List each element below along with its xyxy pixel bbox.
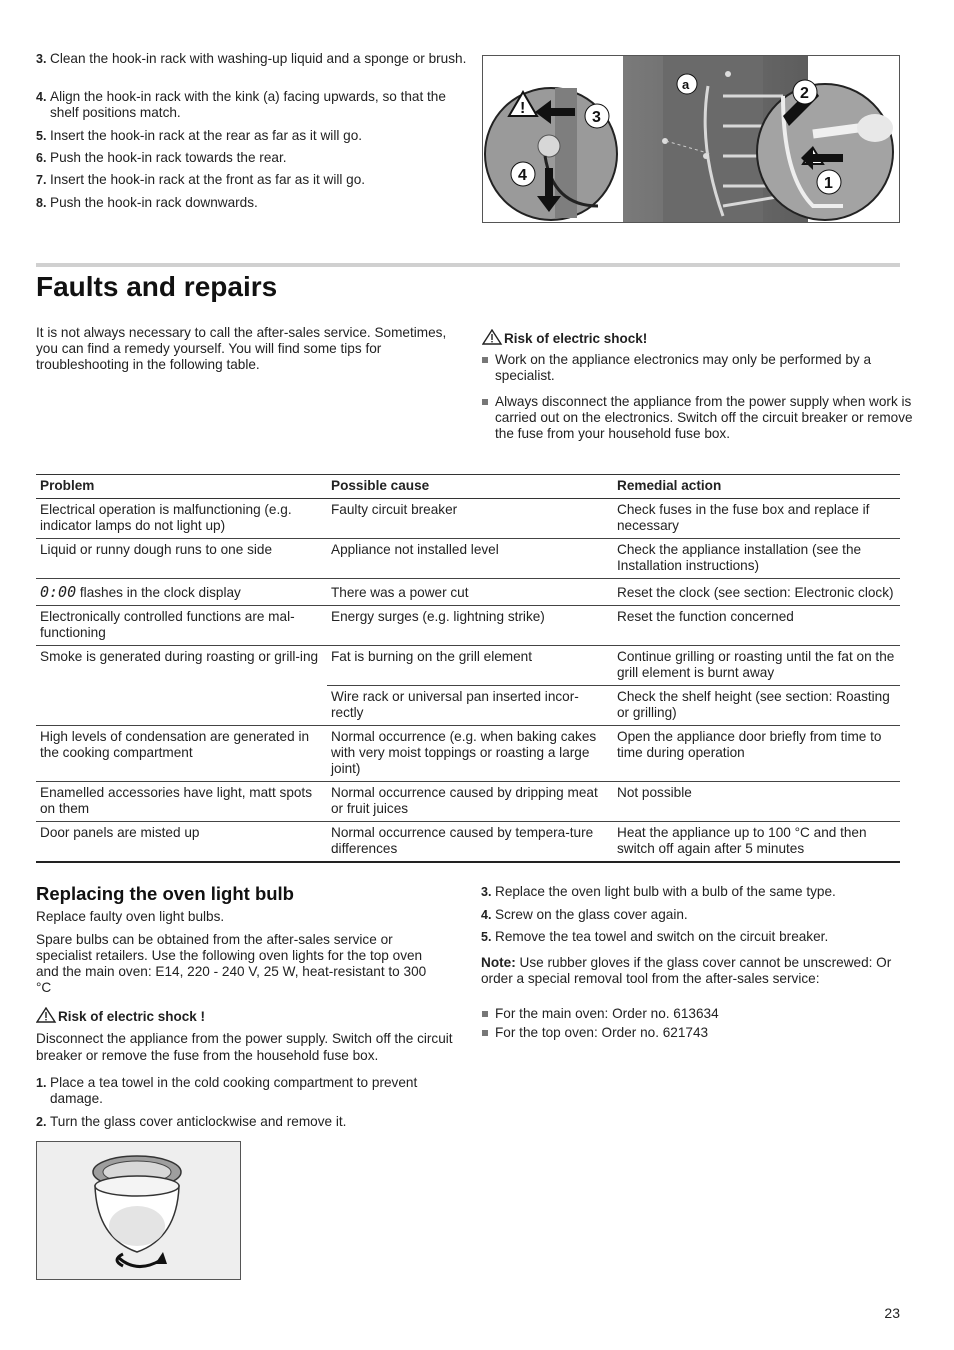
step-text: Insert the hook-in rack at the rear as far as it will go.: [50, 128, 363, 143]
problem-cell: Door panels are misted up: [36, 822, 327, 863]
step-3: [36, 51, 470, 67]
problem-cell: Electronically controlled functions are mal-functioning: [36, 606, 327, 646]
cause-cell: Normal occurrence caused by dripping meat or fruit juices: [327, 782, 613, 822]
glass-cover-illustration: [37, 1142, 240, 1279]
action-cell: Continue grilling or roasting until the fat on the grill element is burnt away: [613, 646, 900, 686]
table-row: [36, 499, 900, 539]
column-header: Problem: [36, 475, 327, 499]
page-number: 23: [884, 1305, 900, 1321]
cause-cell: Normal occurrence caused by tempera-ture differences: [327, 822, 613, 863]
warning-bullet: [481, 352, 913, 384]
bullet-text: Always disconnect the appliance from the power supply when work is carried out on the electronics. Switch off the circuit breaker or remove the fuse from your household fuse box.: [495, 394, 913, 441]
column-header: Remedial action: [613, 475, 900, 499]
step-text: Replace the oven light bulb with a bulb of the same type.: [495, 884, 836, 899]
problem-cell: Enamelled accessories have light, matt spots on them: [36, 782, 327, 822]
step-number: 3.: [481, 885, 492, 899]
table-row: [36, 539, 900, 579]
faults-intro: It is not always necessary to call the after-sales service. Sometimes, you can find a remedy yourself. You will find some tips for troubleshooting in the following table.: [36, 325, 447, 372]
problem-cell: Smoke is generated during roasting or grill-ing: [40, 649, 319, 664]
glass-cover-figure: [36, 1141, 241, 1280]
problem-cell: [36, 579, 327, 606]
bulb-paragraph-2: Spare bulbs can be obtained from the after-sales service or specialist retailers. Use the following oven lights for the top oven and the main oven: E14, 220 - 240 V, 25 W, heat-resistant to 300 °C: [36, 932, 427, 995]
problem-cell: High levels of condensation are generated in the cooking compartment: [36, 726, 327, 782]
action-cell: Check the shelf height (see section: Roasting or grilling): [613, 686, 900, 726]
bulb-warning-heading: [36, 1007, 456, 1025]
bullet-square-icon: [482, 1011, 488, 1017]
bullet-text: Work on the appliance electronics may only be performed by a specialist.: [495, 352, 872, 383]
cause-cell: Normal occurrence (e.g. when baking cakes with very moist toppings or roasting a large joint): [327, 726, 613, 782]
cause-cell: There was a power cut: [327, 579, 613, 606]
order-bullet: [481, 1025, 913, 1041]
bullet-text: For the main oven: Order no. 613634: [495, 1006, 719, 1021]
svg-text:!: !: [520, 100, 526, 117]
problem-cell: Electrical operation is malfunctioning (e.g. indicator lamps do not light up): [36, 499, 327, 539]
cause-cell: Energy surges (e.g. lightning strike): [327, 606, 613, 646]
note-paragraph: [481, 955, 899, 987]
bulb-paragraph-1: Replace faulty oven light bulbs.: [36, 909, 225, 924]
warning-title: Risk of electric shock!: [504, 331, 648, 346]
bulb-step-2: [36, 1114, 470, 1130]
note-text: Use rubber gloves if the glass cover cannot be unscrewed: Or order a special removal tool from the after-sales service:: [481, 955, 892, 986]
problem-cell: [36, 686, 327, 726]
bulb-step-5: [481, 929, 913, 945]
table-row: [36, 646, 900, 686]
bullet-text: For the top oven: Order no. 621743: [495, 1025, 709, 1040]
callout-2: 2: [800, 85, 809, 102]
action-cell: Reset the clock (see section: Electronic clock): [613, 579, 900, 606]
step-6: [36, 150, 470, 166]
table-row: [36, 822, 900, 863]
action-cell: Heat the appliance up to 100 °C and then switch off again after 5 minutes: [613, 822, 900, 863]
step-text: Align the hook-in rack with the kink (a) facing upwards, so that the shelf positions match.: [50, 89, 446, 120]
step-text: Push the hook-in rack towards the rear.: [50, 150, 287, 165]
column-header: Possible cause: [327, 475, 613, 499]
table-row: [36, 579, 900, 606]
section-divider: [36, 263, 900, 267]
step-number: 5.: [481, 930, 492, 944]
action-cell: Open the appliance door briefly from time to time during operation: [613, 726, 900, 782]
table-header-row: [36, 475, 900, 499]
label-a: a: [682, 77, 690, 92]
step-text: Turn the glass cover anticlockwise and remove it.: [50, 1114, 347, 1129]
cause-cell: Faulty circuit breaker: [327, 499, 613, 539]
cause-cell: Appliance not installed level: [327, 539, 613, 579]
hook-in-rack-figure: [482, 55, 900, 223]
step-4: [36, 89, 470, 121]
action-cell: Reset the function concerned: [613, 606, 900, 646]
clock-display-symbol: 0:00: [40, 583, 77, 601]
problem-cell: Liquid or runny dough runs to one side: [36, 539, 327, 579]
step-number: 3.: [36, 52, 47, 66]
callout-4: 4: [518, 167, 527, 184]
bullet-square-icon: [482, 357, 488, 363]
warning-bullet: [481, 394, 913, 442]
order-bullet: [481, 1006, 913, 1022]
bulb-section-title: Replacing the oven light bulb: [36, 883, 294, 904]
step-8: [36, 195, 470, 211]
warning-heading: [482, 329, 902, 347]
step-text: Insert the hook-in rack at the front as far as it will go.: [50, 172, 366, 187]
bulb-warning-title: Risk of electric shock !: [58, 1009, 206, 1024]
table-row: [36, 782, 900, 822]
action-cell: Not possible: [613, 782, 900, 822]
table-row: [36, 606, 900, 646]
step-text: Clean the hook-in rack with washing-up liquid and a sponge or brush.: [50, 51, 467, 66]
callout-3: 3: [592, 109, 601, 126]
table-row: [36, 726, 900, 782]
callout-1: 1: [824, 175, 833, 192]
step-text: Screw on the glass cover again.: [495, 907, 688, 922]
step-number: 4.: [481, 908, 492, 922]
bulb-step-4: [481, 907, 913, 923]
action-cell: Check fuses in the fuse box and replace if necessary: [613, 499, 900, 539]
bullet-square-icon: [482, 399, 488, 405]
rack-illustration: [483, 56, 899, 222]
note-label: Note:: [481, 955, 516, 970]
table-row: [36, 686, 900, 726]
action-cell: Check the appliance installation (see the Installation instructions): [613, 539, 900, 579]
cause-cell: Wire rack or universal pan inserted incor-rectly: [327, 686, 613, 726]
bulb-warning-text: Disconnect the appliance from the power supply. Switch off the circuit breaker or remove the fuse from the household fuse box.: [36, 1031, 453, 1063]
cause-cell: Fat is burning on the grill element: [327, 646, 613, 686]
step-number: 8.: [36, 196, 47, 210]
step-text: Place a tea towel in the cold cooking compartment to prevent damage.: [50, 1075, 418, 1106]
warning-triangle-icon: [36, 1007, 58, 1023]
step-number: 1.: [36, 1076, 47, 1090]
warning-triangle-icon: [482, 329, 504, 345]
faults-table: [36, 474, 900, 863]
step-7: [36, 172, 470, 188]
section-title: Faults and repairs: [36, 271, 278, 302]
step-text: Remove the tea towel and switch on the circuit breaker.: [495, 929, 829, 944]
bulb-step-3: [481, 884, 913, 900]
bullet-square-icon: [482, 1030, 488, 1036]
step-5: [36, 128, 470, 144]
step-text: Push the hook-in rack downwards.: [50, 195, 258, 210]
step-number: 5.: [36, 129, 47, 143]
bulb-step-1: [36, 1075, 470, 1107]
problem-text: flashes in the clock display: [79, 585, 241, 600]
step-number: 2.: [36, 1115, 47, 1129]
step-number: 4.: [36, 90, 47, 104]
step-number: 7.: [36, 173, 47, 187]
step-number: 6.: [36, 151, 47, 165]
